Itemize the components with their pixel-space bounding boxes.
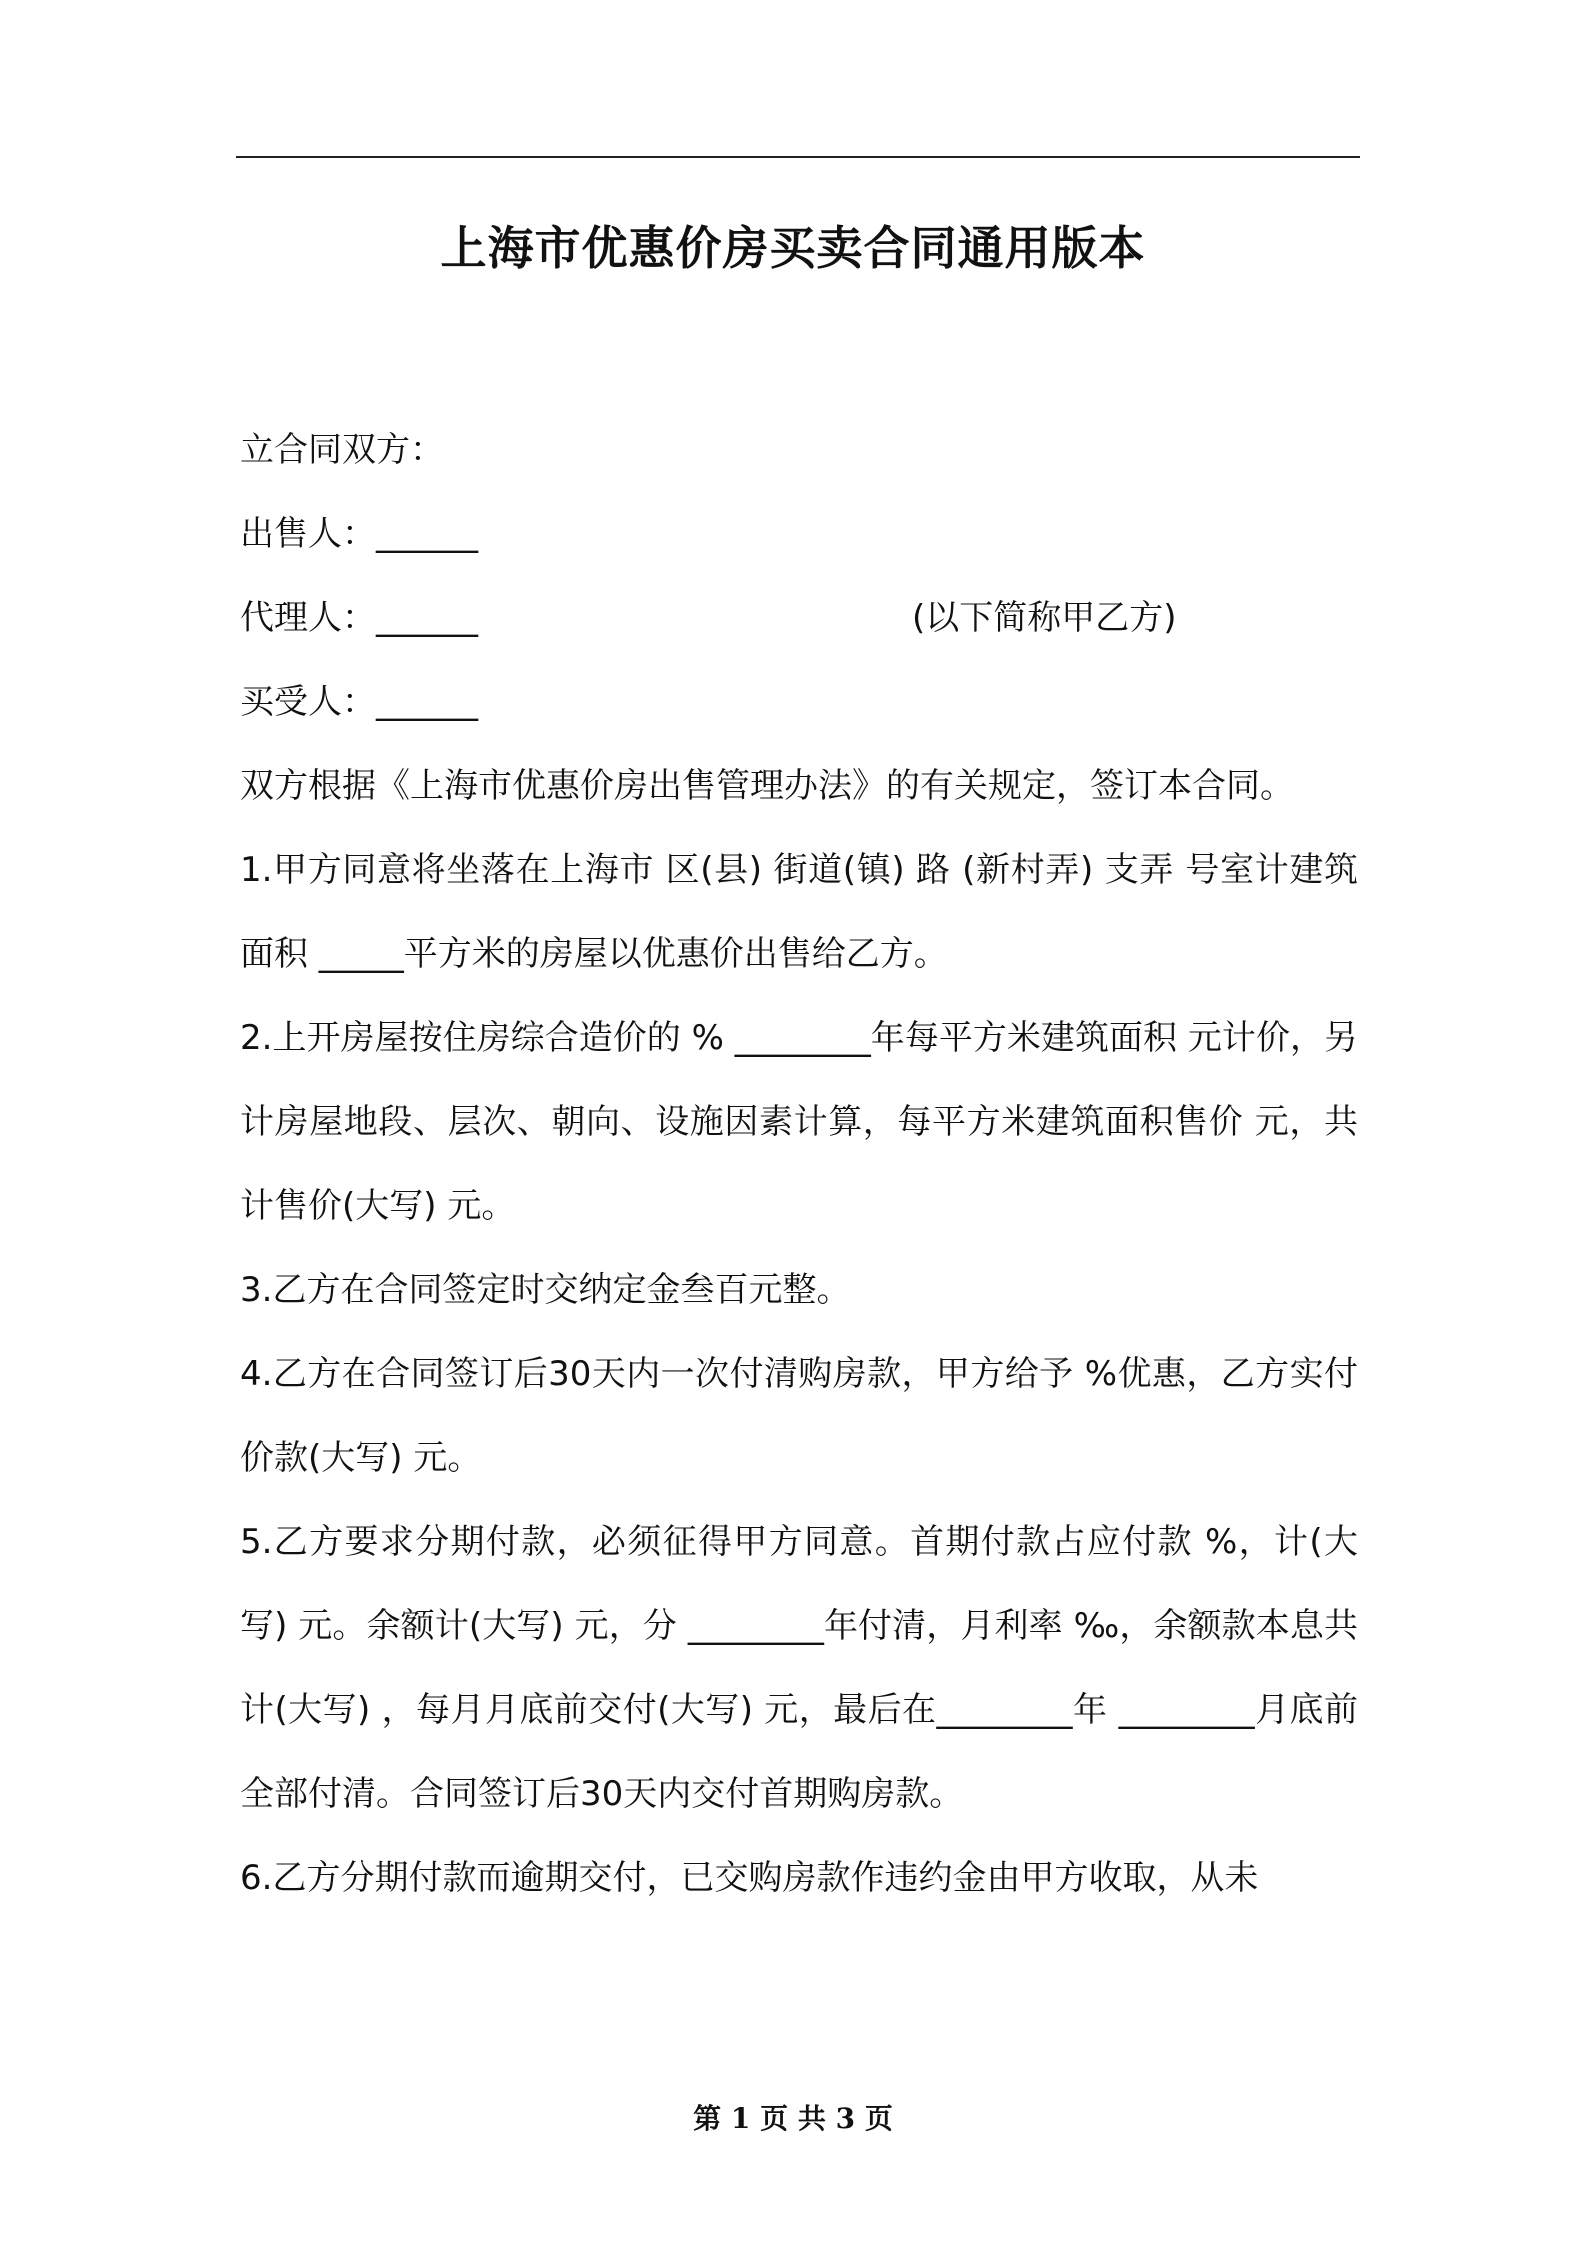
clause-3: 3.乙方在合同签定时交纳定金叁百元整。 bbox=[240, 1270, 851, 1310]
page-number: 第 1 页 共 3 页 bbox=[693, 2102, 893, 2135]
clause-4: 4.乙方在合同签订后30天内一次付清购房款，甲方给予 %优惠，乙方实付价款(大写) 元。 bbox=[240, 1354, 1358, 1478]
buyer-line: 买受人：______ bbox=[240, 682, 478, 722]
clause-6: 6.乙方分期付款而逾期交付，已交购房款作违约金由甲方收取，从未 bbox=[240, 1858, 1259, 1898]
contract-body bbox=[240, 408, 1358, 1920]
seller-line: 出售人：______ bbox=[240, 514, 478, 554]
agent-line: 代理人：______ bbox=[240, 598, 478, 638]
header-rule bbox=[236, 156, 1360, 158]
parties-heading: 立合同双方： bbox=[240, 430, 444, 470]
clause-2: 2.上开房屋按住房综合造价的 % ________年每平方米建筑面积 元计价，另计房屋地段、层次、朝向、设施因素计算，每平方米建筑面积售价 元，共计售价(大写) 元。 bbox=[240, 1018, 1358, 1226]
agent-note: (以下简称甲乙方) bbox=[912, 598, 1177, 638]
document-title: 上海市优惠价房买卖合同通用版本 bbox=[440, 221, 1146, 275]
agent-row bbox=[240, 576, 1358, 660]
intro-paragraph: 双方根据《上海市优惠价房出售管理办法》的有关规定，签订本合同。 bbox=[240, 766, 1294, 806]
clause-5: 5.乙方要求分期付款，必须征得甲方同意。首期付款占应付款 %，计(大写) 元。余额计(大写) 元，分 ________年付清，月利率 ‰，余额款本息共计(大写) ，每月月底前交付(大写) 元，最后在________年 ________月底前全部付清。合同签订后30天内交付首期购房款。 bbox=[240, 1522, 1358, 1814]
clause-1: 1.甲方同意将坐落在上海市 区(县) 街道(镇) 路 (新村弄) 支弄 号室计建筑面积 _____平方米的房屋以优惠价出售给乙方。 bbox=[240, 850, 1358, 974]
